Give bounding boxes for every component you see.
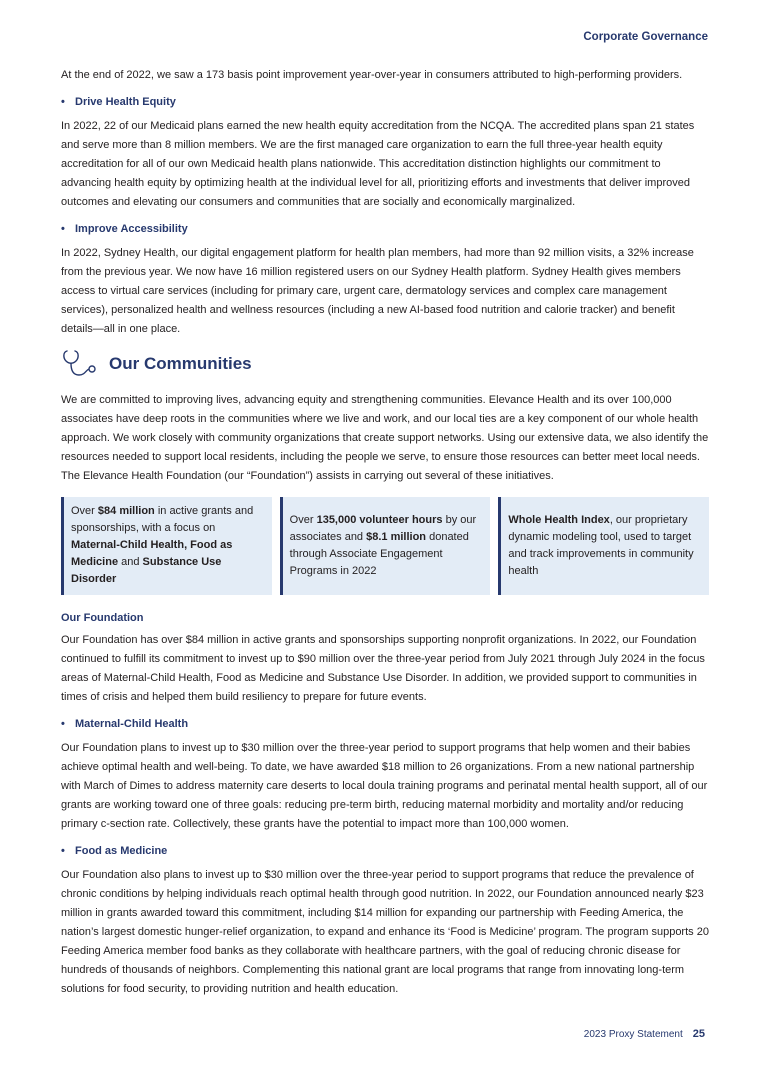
bullet-title: Drive Health Equity [75, 96, 176, 108]
bullet-dot: • [61, 223, 65, 235]
section-title: Our Communities [109, 354, 252, 373]
section-heading [61, 347, 709, 381]
page-number: 25 [692, 1028, 705, 1040]
bullet-heading [61, 93, 709, 112]
intro-paragraph: At the end of 2022, we saw a 173 basis point improvement year-over-year in consumers attributed to high-performing providers. [61, 69, 683, 81]
highlight-box-volunteer: Over 135,000 volunteer hours by our associates and $8.1 million donated through Associate Engagement Programs in 2022 [280, 497, 491, 595]
page-footer [584, 1007, 705, 1042]
paragraph: We are committed to improving lives, advancing equity and strengthening communities. Elevance Health and its over 100,000 associates have deep roots in the communities where we live and work, and our local ties are a key component of our whole health approach. We work closely with community organizations that create support networks. Using our extensive data, we also identify the resources needed to support local residents, including the people we serve, to ensure those resources can better meet local needs. The Elevance Health Foundation (our “Foundation”) assists in carrying out several of these initiatives. [61, 394, 709, 482]
document-name: 2023 Proxy Statement [583, 1029, 683, 1040]
highlight-box-index: Whole Health Index, our proprietary dynamic modeling tool, used to target and track improvements in community health [498, 497, 709, 595]
page-body [61, 66, 709, 1007]
bullet-heading [61, 220, 709, 239]
highlight-boxes [61, 497, 709, 595]
bullet-dot: • [61, 96, 65, 108]
bullet-dot: • [61, 845, 65, 857]
paragraph: Our Foundation also plans to invest up to $30 million over the three-year period to support programs that reduce the prevalence of chronic conditions by helping individuals reach optimal health through good nutrition. In 2022, our Foundation announced nearly $23 million in grants awarded toward this commitment, including $14 million for expanding our partnership with Feeding America, the nation’s largest domestic hunger-relief organization, to expand and enhance its ‘Food is Medicine’ program. The program supports 20 Feeding America member food banks as they collaborate with healthcare partners, with the goal of reducing chronic disease for hundreds of thousands of neighbors. Complementing this national grant are local programs that range from innovating long-term solutions for food security, to providing nutrition and health education. [61, 869, 709, 995]
bullet-title: Improve Accessibility [75, 223, 188, 235]
bullet-heading [61, 842, 709, 861]
paragraph: In 2022, Sydney Health, our digital engagement platform for health plan members, had more than 92 million visits, a 32% increase from the previous year. We now have 16 million registered users on our Sydney Health platform. Sydney Health gives members access to virtual care services (including for primary care, urgent care, dermatology services and complex care management services), personalized health and wellness resources (including a new AI-based food nutrition and calorie tracker) and benefit details—all in one place. [61, 247, 694, 335]
running-header: Corporate Governance [583, 31, 708, 43]
highlight-box-grants: Over $84 million in active grants and sponsorships, with a focus on Maternal-Child Health, Food as Medicine and Substance Use Disorder [61, 497, 272, 595]
paragraph: Our Foundation has over $84 million in active grants and sponsorships supporting nonprofit organizations. In 2022, our Foundation continued to fulfill its commitment to invest up to $90 million over the three-year period from July 2021 through July 2024 in the focus areas of Maternal-Child Health, Food as Medicine and Substance Use Disorder. In addition, we provided support to communities in times of crisis and helped them build resiliency to prepare for future events. [61, 634, 705, 703]
paragraph: Our Foundation plans to invest up to $30 million over the three-year period to support programs that help women and their babies achieve optimal health and well-being. To date, we have awarded $18 million to 26 organizations. From a new national partnership with March of Dimes to address maternity care deserts to local doula training programs and perinatal mental health support, all of our grants are working toward one of three goals: reducing pre-term birth, reducing maternal morbidity and mortality and/or reducing primary c-section rate. Collectively, these grants have the potential to impact more than 100,000 women. [61, 742, 708, 830]
subheading: Our Foundation [61, 612, 144, 624]
bullet-dot: • [61, 718, 65, 730]
paragraph: In 2022, 22 of our Medicaid plans earned the new health equity accreditation from the NCQA. The accredited plans span 21 states and serve more than 8 million members. We are the first managed care organization to earn the full three-year health equity accreditation for all of our own Medicaid health plans nationwide. This accreditation distinction highlights our commitment to advancing health equity by optimizing health at the individual level for all, prioritizing efforts and investments that deliver improved outcomes and elevating our consumers and communities that are socially and economically marginalized. [61, 120, 695, 208]
bullet-heading [61, 715, 709, 734]
bullet-title: Food as Medicine [75, 845, 168, 857]
bullet-title: Maternal-Child Health [75, 718, 189, 730]
stethoscope-icon [61, 348, 101, 380]
